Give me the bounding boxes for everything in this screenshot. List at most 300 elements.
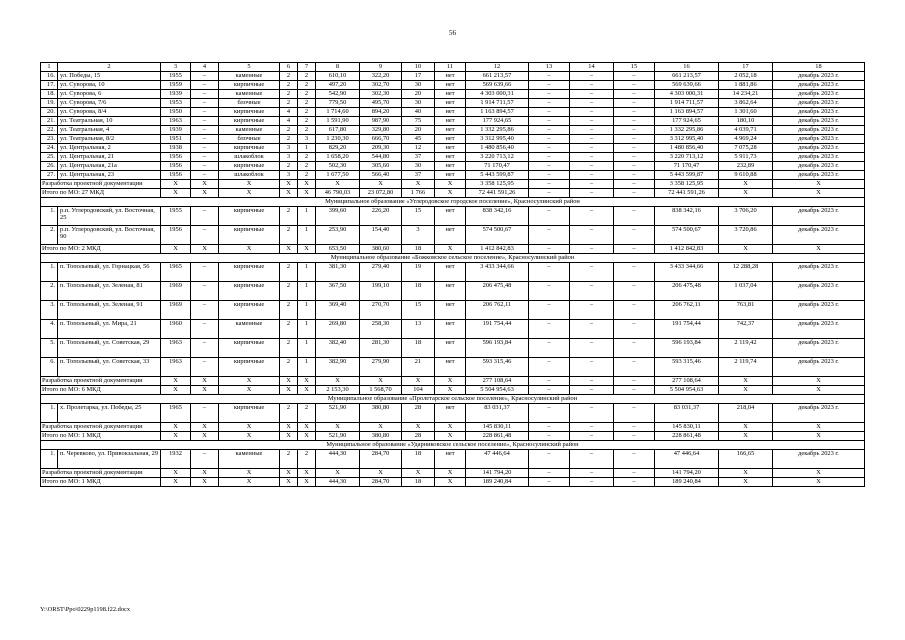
- summary-cell: X: [219, 386, 280, 395]
- table-cell: 2: [298, 450, 316, 469]
- table-cell: –: [570, 171, 614, 180]
- table-cell: декабрь 2023 г.: [773, 108, 865, 117]
- summary-cell: 145 830,11: [655, 423, 719, 432]
- table-cell: –: [614, 171, 655, 180]
- table-cell: 444,30: [316, 450, 360, 469]
- table-cell: 4 969,24: [719, 135, 773, 144]
- table-cell: 1956: [161, 226, 191, 245]
- table-cell: –: [570, 153, 614, 162]
- table-cell: –: [570, 320, 614, 339]
- building-row: [41, 358, 865, 377]
- summary-cell: X: [161, 423, 191, 432]
- table-cell: 380,80: [360, 404, 402, 423]
- table-cell: 22.: [41, 126, 58, 135]
- summary-cell: 228 861,48: [655, 432, 719, 441]
- table-cell: нет: [435, 117, 466, 126]
- table-cell: –: [570, 282, 614, 301]
- summary-cell: 141 794,20: [655, 469, 719, 478]
- table-cell: 17.: [41, 81, 58, 90]
- table-cell: 2 119,42: [719, 339, 773, 358]
- summary-cell: –: [570, 377, 614, 386]
- building-row: [41, 153, 865, 162]
- table-cell: 209,30: [360, 144, 402, 153]
- table-cell: –: [570, 339, 614, 358]
- table-cell: 14 234,21: [719, 90, 773, 99]
- table-cell: 12: [402, 144, 435, 153]
- table-cell: 1 332 295,86: [655, 126, 719, 135]
- summary-cell: X: [773, 245, 865, 254]
- table-cell: 18.: [41, 90, 58, 99]
- table-cell: 71 170,47: [655, 162, 719, 171]
- table-cell: –: [191, 450, 219, 469]
- table-cell: декабрь 2023 г.: [773, 126, 865, 135]
- table-cell: –: [191, 404, 219, 423]
- summary-cell: –: [570, 180, 614, 189]
- summary-cell: X: [298, 245, 316, 254]
- table-cell: –: [614, 320, 655, 339]
- address-cell: п. Топольевый, ул. Зеленая, 91: [58, 301, 161, 320]
- table-cell: 2: [298, 171, 316, 180]
- table-cell: 302,70: [360, 81, 402, 90]
- table-cell: 15: [402, 301, 435, 320]
- table-cell: 279,40: [360, 263, 402, 282]
- table-cell: 1960: [161, 320, 191, 339]
- summary-cell: X: [191, 180, 219, 189]
- table-cell: декабрь 2023 г.: [773, 358, 865, 377]
- table-cell: 47 446,64: [655, 450, 719, 469]
- summary-cell: X: [316, 469, 360, 478]
- table-cell: кирпичные: [219, 162, 280, 171]
- summary-cell: 141 794,20: [466, 469, 529, 478]
- summary-cell: X: [298, 423, 316, 432]
- column-number-cell: 10: [402, 63, 435, 72]
- summary-cell: 5 504 954,63: [466, 386, 529, 395]
- table-cell: 495,70: [360, 99, 402, 108]
- column-number-cell: 16: [655, 63, 719, 72]
- summary-label: Разработка проектной документации: [41, 469, 161, 478]
- table-cell: –: [191, 171, 219, 180]
- address-cell: ул. Центральная, 2: [58, 144, 161, 153]
- table-cell: 9 610,88: [719, 171, 773, 180]
- table-cell: –: [570, 117, 614, 126]
- table-cell: 2: [298, 162, 316, 171]
- column-number-cell: 14: [570, 63, 614, 72]
- table-cell: 2: [280, 450, 298, 469]
- building-row: [41, 135, 865, 144]
- table-cell: –: [570, 450, 614, 469]
- table-cell: –: [529, 162, 570, 171]
- table-cell: 37: [402, 153, 435, 162]
- summary-cell: X: [161, 386, 191, 395]
- table-cell: –: [529, 207, 570, 226]
- summary-row: [41, 377, 865, 386]
- table-cell: 1: [298, 226, 316, 245]
- table-cell: 2: [298, 126, 316, 135]
- summary-cell: X: [298, 386, 316, 395]
- table-cell: 218,04: [719, 404, 773, 423]
- column-number-cell: 2: [58, 63, 161, 72]
- column-number-cell: 6: [280, 63, 298, 72]
- table-cell: –: [529, 99, 570, 108]
- table-cell: 1: [298, 144, 316, 153]
- table-cell: 3 720,86: [719, 226, 773, 245]
- table-cell: 30: [402, 99, 435, 108]
- table-cell: 30: [402, 162, 435, 171]
- table-cell: нет: [435, 81, 466, 90]
- table-cell: 742,37: [719, 320, 773, 339]
- summary-cell: X: [191, 478, 219, 487]
- summary-row: [41, 469, 865, 478]
- summary-cell: X: [402, 377, 435, 386]
- table-cell: каменные: [219, 126, 280, 135]
- table-cell: –: [191, 339, 219, 358]
- table-cell: 226,20: [360, 207, 402, 226]
- summary-cell: X: [298, 469, 316, 478]
- summary-cell: 189 240,84: [655, 478, 719, 487]
- summary-cell: 3 358 125,95: [466, 180, 529, 189]
- table-cell: 1: [298, 358, 316, 377]
- table-cell: –: [529, 81, 570, 90]
- municipality-section-row: [41, 254, 865, 263]
- table-cell: 2: [298, 81, 316, 90]
- table-cell: 569 639,66: [655, 81, 719, 90]
- table-cell: –: [191, 207, 219, 226]
- table-cell: 1 677,50: [316, 171, 360, 180]
- summary-cell: X: [161, 377, 191, 386]
- table-cell: нет: [435, 153, 466, 162]
- table-cell: 253,90: [316, 226, 360, 245]
- building-row: [41, 282, 865, 301]
- summary-cell: –: [570, 386, 614, 395]
- table-cell: –: [191, 144, 219, 153]
- table-cell: 24.: [41, 144, 58, 153]
- building-row: [41, 207, 865, 226]
- table-cell: –: [529, 226, 570, 245]
- summary-cell: X: [316, 423, 360, 432]
- summary-cell: X: [360, 469, 402, 478]
- table-cell: декабрь 2023 г.: [773, 404, 865, 423]
- table-cell: 83 031,37: [466, 404, 529, 423]
- table-cell: –: [614, 282, 655, 301]
- table-cell: –: [614, 90, 655, 99]
- table-cell: 382,90: [316, 358, 360, 377]
- table-cell: 1938: [161, 144, 191, 153]
- table-cell: –: [529, 358, 570, 377]
- summary-cell: X: [402, 180, 435, 189]
- table-cell: –: [614, 339, 655, 358]
- table-cell: нет: [435, 162, 466, 171]
- summary-cell: X: [719, 377, 773, 386]
- table-cell: –: [529, 263, 570, 282]
- summary-cell: X: [773, 377, 865, 386]
- summary-cell: X: [360, 377, 402, 386]
- table-cell: 2: [280, 226, 298, 245]
- table-cell: 2: [298, 72, 316, 81]
- column-number-cell: 9: [360, 63, 402, 72]
- table-cell: 1 881,86: [719, 81, 773, 90]
- table-cell: –: [529, 171, 570, 180]
- table-cell: –: [570, 90, 614, 99]
- table-cell: 206 762,11: [466, 301, 529, 320]
- table-cell: 574 500,67: [466, 226, 529, 245]
- table-cell: 21.: [41, 117, 58, 126]
- table-cell: 661 213,57: [466, 72, 529, 81]
- table-cell: нет: [435, 144, 466, 153]
- table-cell: 2: [298, 153, 316, 162]
- table-cell: 3 312 995,40: [655, 135, 719, 144]
- table-cell: 666,70: [360, 135, 402, 144]
- table-cell: 2: [280, 90, 298, 99]
- address-cell: ул. Центральная, 21: [58, 153, 161, 162]
- table-cell: 177 924,65: [466, 117, 529, 126]
- summary-cell: 46 790,03: [316, 189, 360, 198]
- table-cell: 1: [298, 301, 316, 320]
- table-cell: 21: [402, 358, 435, 377]
- summary-cell: X: [435, 189, 466, 198]
- summary-cell: X: [773, 189, 865, 198]
- table-cell: 521,90: [316, 404, 360, 423]
- table-cell: 610,10: [316, 72, 360, 81]
- table-cell: 829,20: [316, 144, 360, 153]
- table-cell: 1950: [161, 108, 191, 117]
- table-cell: 206 475,48: [655, 282, 719, 301]
- summary-cell: X: [161, 245, 191, 254]
- table-cell: 2: [280, 320, 298, 339]
- summary-cell: –: [570, 245, 614, 254]
- table-cell: 206 762,11: [655, 301, 719, 320]
- table-cell: 2: [280, 72, 298, 81]
- building-row: [41, 226, 865, 245]
- column-number-cell: 8: [316, 63, 360, 72]
- summary-cell: X: [719, 245, 773, 254]
- table-cell: 13: [402, 320, 435, 339]
- summary-cell: X: [161, 189, 191, 198]
- table-cell: кирпичные: [219, 117, 280, 126]
- table-cell: нет: [435, 135, 466, 144]
- table-cell: 763,81: [719, 301, 773, 320]
- table-cell: 2: [280, 126, 298, 135]
- summary-cell: X: [298, 377, 316, 386]
- summary-cell: X: [191, 386, 219, 395]
- summary-cell: 444,30: [316, 478, 360, 487]
- table-cell: 1951: [161, 135, 191, 144]
- summary-cell: X: [280, 180, 298, 189]
- table-cell: 838 342,16: [466, 207, 529, 226]
- table-cell: 2: [280, 358, 298, 377]
- summary-cell: X: [219, 245, 280, 254]
- table-cell: кирпичные: [219, 339, 280, 358]
- summary-cell: 1 412 842,83: [655, 245, 719, 254]
- table-cell: –: [529, 450, 570, 469]
- table-cell: 367,50: [316, 282, 360, 301]
- table-cell: 3 433 344,66: [466, 263, 529, 282]
- summary-cell: X: [402, 469, 435, 478]
- table-cell: 987,90: [360, 117, 402, 126]
- table-cell: нет: [435, 126, 466, 135]
- table-cell: 1.: [41, 450, 58, 469]
- summary-cell: X: [191, 245, 219, 254]
- summary-cell: X: [773, 180, 865, 189]
- table-cell: кирпичные: [219, 108, 280, 117]
- address-cell: р.п. Углеродовский, ул. Восточная, 90: [58, 226, 161, 245]
- table-cell: –: [570, 108, 614, 117]
- table-cell: 4 039,71: [719, 126, 773, 135]
- summary-cell: X: [435, 180, 466, 189]
- table-cell: блочные: [219, 135, 280, 144]
- summary-cell: 1 766: [402, 189, 435, 198]
- table-cell: 3 220 713,12: [466, 153, 529, 162]
- table-cell: 502,30: [316, 162, 360, 171]
- table-cell: 20: [402, 90, 435, 99]
- column-number-cell: 18: [773, 63, 865, 72]
- table-cell: 28: [402, 404, 435, 423]
- table-cell: –: [191, 282, 219, 301]
- summary-cell: 23 072,80: [360, 189, 402, 198]
- table-cell: –: [191, 99, 219, 108]
- table-cell: 1963: [161, 117, 191, 126]
- table-cell: –: [529, 72, 570, 81]
- column-number-cell: 17: [719, 63, 773, 72]
- table-cell: 369,40: [316, 301, 360, 320]
- table-cell: 3 220 713,12: [655, 153, 719, 162]
- table-cell: 1 480 856,40: [466, 144, 529, 153]
- table-cell: 1.: [41, 404, 58, 423]
- table-cell: каменные: [219, 72, 280, 81]
- table-cell: 329,80: [360, 126, 402, 135]
- table-cell: –: [529, 301, 570, 320]
- table-cell: нет: [435, 404, 466, 423]
- table-cell: кирпичные: [219, 207, 280, 226]
- summary-cell: X: [161, 180, 191, 189]
- table-cell: 75: [402, 117, 435, 126]
- building-row: [41, 404, 865, 423]
- column-number-cell: 4: [191, 63, 219, 72]
- table-cell: 15: [402, 207, 435, 226]
- table-cell: кирпичные: [219, 282, 280, 301]
- address-cell: ул. Суворова, 8/4: [58, 108, 161, 117]
- summary-cell: X: [316, 377, 360, 386]
- table-cell: –: [529, 135, 570, 144]
- table-cell: 569 639,66: [466, 81, 529, 90]
- table-cell: 3: [298, 135, 316, 144]
- table-cell: 258,30: [360, 320, 402, 339]
- table-cell: 542,90: [316, 90, 360, 99]
- table-cell: 2: [298, 99, 316, 108]
- table-cell: –: [191, 72, 219, 81]
- summary-cell: X: [280, 423, 298, 432]
- summary-cell: 72 441 591,26: [655, 189, 719, 198]
- table-cell: 1.: [41, 263, 58, 282]
- summary-cell: 277 108,64: [466, 377, 529, 386]
- table-cell: 3: [280, 144, 298, 153]
- table-cell: декабрь 2023 г.: [773, 171, 865, 180]
- table-cell: 40: [402, 108, 435, 117]
- column-number-cell: 13: [529, 63, 570, 72]
- table-cell: 83 031,37: [655, 404, 719, 423]
- table-cell: –: [570, 72, 614, 81]
- column-number-cell: 7: [298, 63, 316, 72]
- summary-cell: X: [719, 469, 773, 478]
- table-cell: 617,80: [316, 126, 360, 135]
- building-row: [41, 263, 865, 282]
- table-cell: нет: [435, 301, 466, 320]
- table-cell: 19: [402, 263, 435, 282]
- table-cell: шлакоблок: [219, 153, 280, 162]
- summary-cell: –: [570, 432, 614, 441]
- table-cell: –: [191, 81, 219, 90]
- table-cell: каменные: [219, 90, 280, 99]
- table-cell: нет: [435, 263, 466, 282]
- summary-cell: 284,70: [360, 478, 402, 487]
- building-row: [41, 162, 865, 171]
- table-cell: 1 301,60: [719, 108, 773, 117]
- table-cell: 399,60: [316, 207, 360, 226]
- table-cell: 1939: [161, 90, 191, 99]
- summary-label: Итого по МО: 2 МКД: [41, 245, 161, 254]
- table-cell: –: [191, 108, 219, 117]
- summary-cell: X: [402, 423, 435, 432]
- table-cell: кирпичные: [219, 263, 280, 282]
- table-cell: 566,40: [360, 171, 402, 180]
- summary-cell: X: [773, 469, 865, 478]
- table-cell: 2: [298, 108, 316, 117]
- table-cell: 1963: [161, 339, 191, 358]
- address-cell: ул. Театральная, 8/2: [58, 135, 161, 144]
- table-cell: 382,40: [316, 339, 360, 358]
- table-cell: 23.: [41, 135, 58, 144]
- table-cell: –: [191, 90, 219, 99]
- summary-cell: X: [719, 432, 773, 441]
- summary-cell: X: [719, 189, 773, 198]
- table-cell: 7 075,28: [719, 144, 773, 153]
- summary-cell: 1 568,70: [360, 386, 402, 395]
- address-cell: п. Топольевый, ул. Мира, 21: [58, 320, 161, 339]
- table-cell: 30: [402, 81, 435, 90]
- address-cell: ул. Центральная, 23: [58, 171, 161, 180]
- table-cell: 25.: [41, 153, 58, 162]
- table-cell: 191 754,44: [655, 320, 719, 339]
- table-cell: 2: [298, 90, 316, 99]
- table-cell: 1 163 894,57: [466, 108, 529, 117]
- table-cell: –: [570, 81, 614, 90]
- address-cell: ул. Центральная, 21а: [58, 162, 161, 171]
- building-row: [41, 450, 865, 469]
- table-cell: 2.: [41, 282, 58, 301]
- table-cell: –: [191, 153, 219, 162]
- summary-cell: X: [298, 478, 316, 487]
- summary-cell: X: [280, 245, 298, 254]
- summary-cell: 18: [402, 478, 435, 487]
- table-cell: 206 475,48: [466, 282, 529, 301]
- address-cell: п. Топольевый, ул. Советская, 33: [58, 358, 161, 377]
- table-cell: 3 706,20: [719, 207, 773, 226]
- table-cell: 1: [298, 207, 316, 226]
- summary-cell: –: [529, 423, 570, 432]
- table-cell: 18: [402, 339, 435, 358]
- building-row: [41, 126, 865, 135]
- table-cell: декабрь 2023 г.: [773, 263, 865, 282]
- table-cell: 838 342,16: [655, 207, 719, 226]
- table-cell: 1956: [161, 162, 191, 171]
- table-cell: –: [614, 450, 655, 469]
- table-cell: нет: [435, 108, 466, 117]
- summary-cell: X: [191, 432, 219, 441]
- summary-cell: X: [219, 377, 280, 386]
- table-cell: 154,40: [360, 226, 402, 245]
- table-cell: 1955: [161, 207, 191, 226]
- table-cell: –: [570, 126, 614, 135]
- table-cell: 270,70: [360, 301, 402, 320]
